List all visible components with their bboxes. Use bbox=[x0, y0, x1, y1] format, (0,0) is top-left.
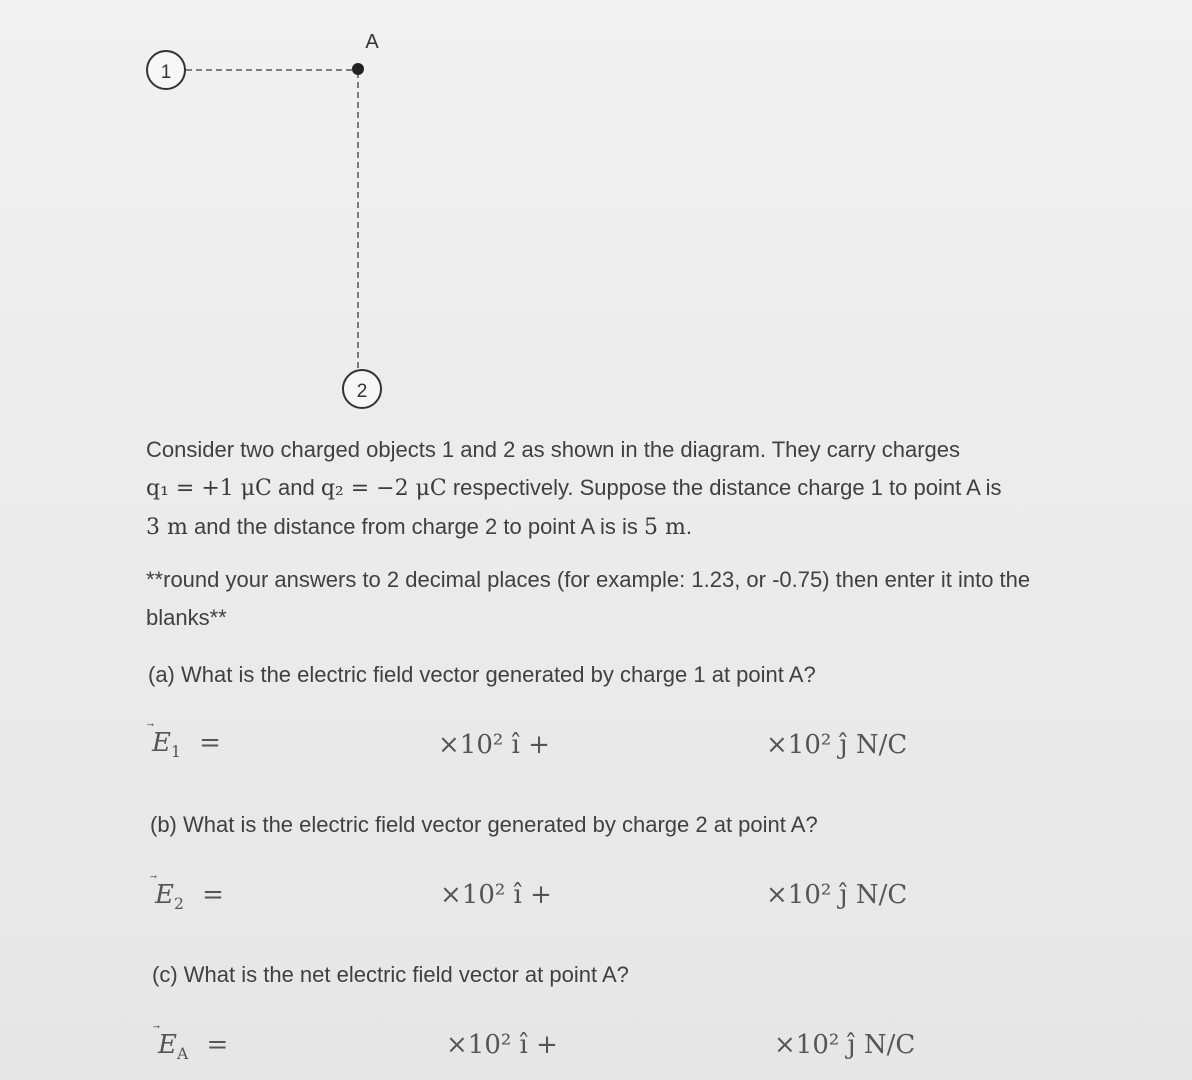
e2-i-unit: ×10² î + bbox=[440, 880, 552, 910]
e2-vector-symbol: E bbox=[155, 880, 174, 910]
instructions bbox=[146, 561, 1156, 637]
ea-j-unit: ×10² ĵ N/C bbox=[774, 1030, 916, 1060]
point-a-dot bbox=[352, 63, 364, 75]
charge-diagram bbox=[0, 0, 600, 420]
problem-line-1: Consider two charged objects 1 and 2 as shown in the diagram. They carry charges bbox=[146, 437, 961, 462]
problem-line-3-mid: and the distance from charge 2 to point A is is bbox=[187, 514, 645, 539]
equals-sign: = bbox=[202, 880, 224, 910]
problem-statement bbox=[146, 431, 1146, 547]
q2-value: q₂ = −2 μC bbox=[320, 476, 447, 501]
instructions-line-1: **round your answers to 2 decimal places (for example: 1.23, or -0.75) then enter it into the bbox=[146, 567, 1031, 592]
charge-1-label: 1 bbox=[160, 62, 172, 83]
point-a-label: A bbox=[365, 31, 379, 53]
question-a-prompt: (a) What is the electric field vector generated by charge 1 at point A? bbox=[148, 662, 816, 687]
distance-1: 3 m bbox=[146, 515, 188, 540]
question-b-prompt: (b) What is the electric field vector generated by charge 2 at point A? bbox=[150, 812, 818, 837]
e1-i-input[interactable] bbox=[200, 734, 430, 764]
e1-subscript: 1 bbox=[170, 743, 181, 762]
e1-j-unit: ×10² ĵ N/C bbox=[766, 730, 908, 760]
ea-subscript: A bbox=[176, 1045, 189, 1064]
distance-2: 5 m bbox=[644, 515, 686, 540]
e1-i-unit: ×10² î + bbox=[438, 730, 550, 760]
charge-2-label: 2 bbox=[356, 381, 368, 402]
e1-j-input[interactable] bbox=[548, 734, 758, 764]
problem-line-3 bbox=[146, 508, 1146, 547]
equals-sign: = bbox=[206, 1030, 229, 1060]
e2-j-input[interactable] bbox=[548, 884, 758, 914]
ea-vector-symbol: E bbox=[158, 1030, 177, 1060]
ea-j-input[interactable] bbox=[556, 1034, 766, 1064]
and-text: and bbox=[271, 475, 321, 500]
e2-subscript: 2 bbox=[173, 895, 184, 914]
e2-i-input[interactable] bbox=[205, 884, 435, 914]
e2-j-unit: ×10² ĵ N/C bbox=[766, 880, 908, 910]
problem-line-3-end: . bbox=[685, 514, 692, 539]
problem-line-2-rest: respectively. Suppose the distance charge 1 to point A is bbox=[446, 475, 1002, 500]
problem-line-2 bbox=[146, 469, 1146, 508]
e1-vector-symbol: E bbox=[152, 728, 171, 758]
ea-i-input[interactable] bbox=[215, 1034, 440, 1064]
question-c-prompt: (c) What is the net electric field vector at point A? bbox=[152, 962, 629, 987]
equals-sign: = bbox=[199, 728, 221, 758]
ea-i-unit: ×10² î + bbox=[446, 1030, 558, 1060]
q1-value: q₁ = +1 μC bbox=[146, 476, 272, 501]
instructions-line-2: blanks** bbox=[146, 605, 227, 630]
